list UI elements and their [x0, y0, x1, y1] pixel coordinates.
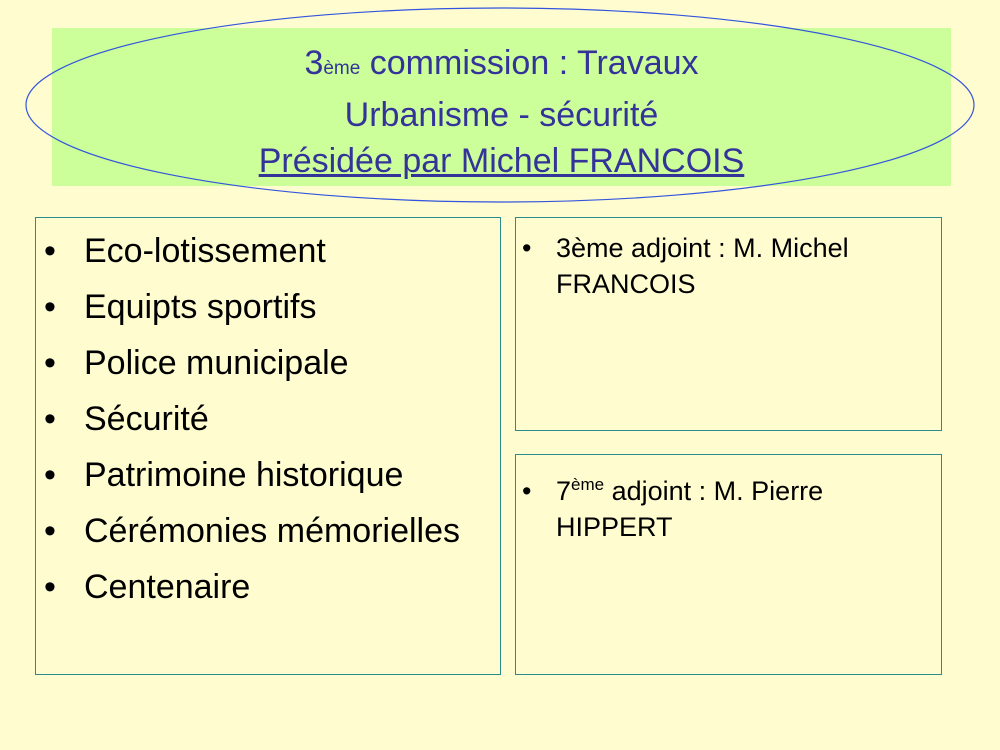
bullet-icon: • [44, 232, 56, 270]
title-ordinal-suffix: ème [323, 58, 361, 79]
bullet-icon: • [44, 344, 56, 382]
topic-label: Sécurité [84, 400, 209, 438]
topic-item [36, 396, 474, 442]
title-line-2: Urbanisme - sécurité [344, 96, 659, 134]
topic-item [36, 508, 474, 554]
adjoint-box-bottom [515, 454, 942, 675]
topic-label: Police municipale [84, 344, 349, 382]
title-line-3-president: Présidée par Michel FRANCOIS [258, 142, 745, 180]
adjoint-name: adjoint : M. Pierre HIPPERT [556, 476, 824, 542]
adjoint-box-top [515, 217, 942, 431]
topic-label: Equipts sportifs [84, 288, 317, 326]
slide-title [52, 40, 951, 184]
topic-label: Patrimoine historique [84, 456, 404, 494]
bullet-icon: • [522, 476, 532, 506]
adjoint-ordinal-suffix: ème [571, 475, 605, 494]
adjoint-item [516, 230, 926, 302]
topic-item [36, 340, 474, 386]
title-commission-label: commission : Travaux [360, 44, 699, 82]
title-ordinal-number: 3 [304, 44, 324, 82]
adjoint-item [516, 473, 926, 545]
title-line-1 [52, 40, 951, 92]
topic-label: Cérémonies mémorielles [84, 512, 461, 550]
topics-box [35, 217, 501, 675]
topic-item [36, 564, 474, 610]
bullet-icon: • [44, 288, 56, 326]
topic-item [36, 452, 474, 498]
adjoint-ordinal-number: 7 [556, 476, 572, 506]
topics-list [36, 218, 500, 610]
topic-item [36, 284, 474, 330]
bullet-icon: • [44, 568, 56, 606]
adjoint-3-label: 3ème adjoint : M. Michel FRANCOIS [556, 233, 849, 299]
adjoint-7-label [556, 476, 823, 542]
topic-item [36, 228, 474, 274]
bullet-icon: • [44, 456, 56, 494]
bullet-icon: • [522, 233, 532, 263]
bullet-icon: • [44, 512, 56, 550]
bullet-icon: • [44, 400, 56, 438]
topic-label: Eco-lotissement [84, 232, 326, 270]
topic-label: Centenaire [84, 568, 251, 606]
